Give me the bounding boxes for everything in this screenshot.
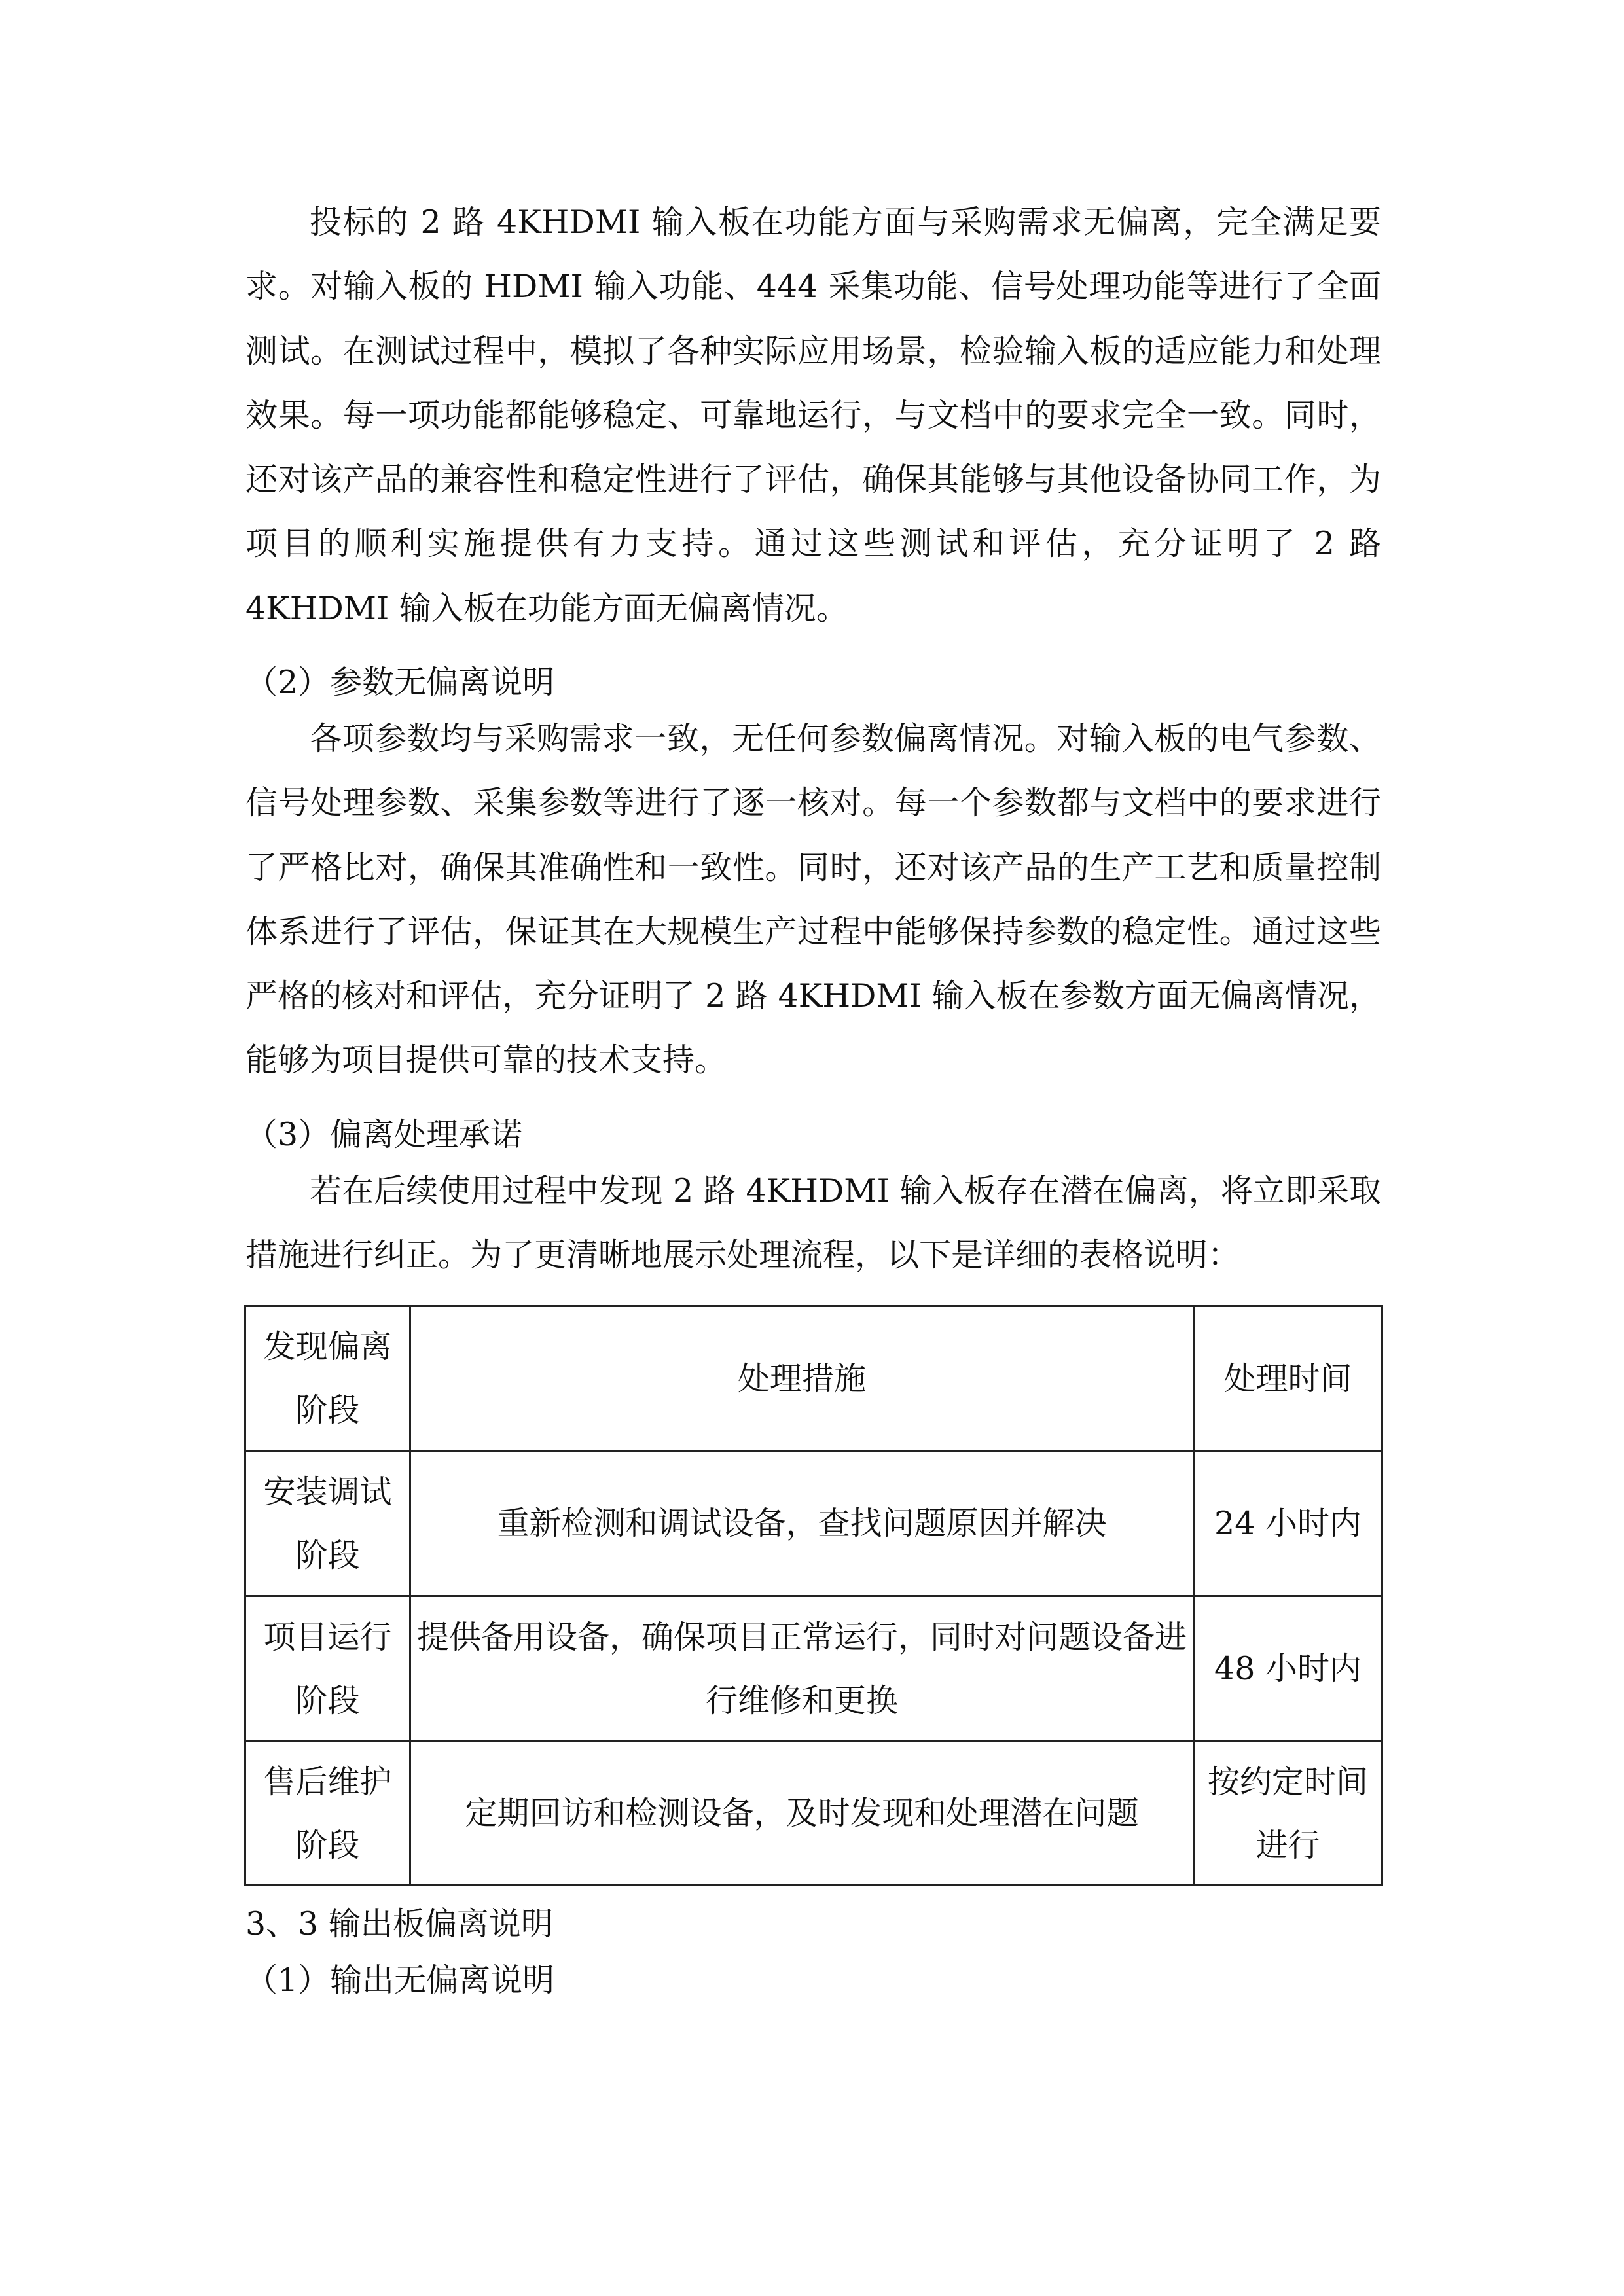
table-row	[245, 1451, 1382, 1596]
table-row	[245, 1596, 1382, 1742]
table-header-cell: 处理措施	[410, 1306, 1194, 1451]
table-cell-stage: 安装调试阶段	[245, 1451, 410, 1596]
table-cell-time: 24 小时内	[1194, 1451, 1382, 1596]
table-cell-measure: 定期回访和检测设备，及时发现和处理潜在问题	[410, 1742, 1194, 1886]
table-row	[245, 1742, 1382, 1886]
table-header-cell: 处理时间	[1194, 1306, 1382, 1451]
heading-parameter-no-deviation: （2）参数无偏离说明	[245, 664, 555, 701]
paragraph-deviation-commitment: 若在后续使用过程中发现 2 路 4KHDMI 输入板存在潜在偏离，将立即采取措施进行纠正。为了更清晰地展示处理流程，以下是详细的表格说明：	[245, 1172, 1381, 1274]
table-cell-stage: 项目运行阶段	[245, 1596, 410, 1742]
heading-output-no-deviation: （1）输出无偏离说明	[245, 1962, 555, 1999]
table-cell-measure: 重新检测和调试设备，查找问题原因并解决	[410, 1451, 1194, 1596]
table-cell-measure: 提供备用设备，确保项目正常运行，同时对问题设备进行维修和更换	[410, 1596, 1194, 1742]
table-cell-time: 按约定时间进行	[1194, 1742, 1382, 1886]
table-header-row	[245, 1306, 1382, 1451]
table-cell-time: 48 小时内	[1194, 1596, 1382, 1742]
heading-output-board-deviation: 3、3 输出板偏离说明	[245, 1905, 553, 1943]
deviation-handling-table	[244, 1305, 1383, 1886]
table-header-cell: 发现偏离阶段	[245, 1306, 410, 1451]
paragraph-parameter-no-deviation: 各项参数均与采购需求一致，无任何参数偏离情况。对输入板的电气参数、信号处理参数、采集参数等进行了逐一核对。每一个参数都与文档中的要求进行了严格比对，确保其准确性和一致性。同时，还对该产品的生产工艺和质量控制体系进行了评估，保证其在大规模生产过程中能够保持参数的稳定性。通过这些严格的核对和评估，充分证明了 2 路 4KHDMI 输入板在参数方面无偏离情况，能够为项目提供可靠的技术支持。	[245, 720, 1381, 1079]
heading-deviation-commitment: （3）偏离处理承诺	[245, 1116, 523, 1153]
paragraph-function-no-deviation: 投标的 2 路 4KHDMI 输入板在功能方面与采购需求无偏离，完全满足要求。对输入板的 HDMI 输入功能、444 采集功能、信号处理功能等进行了全面测试。在测试过程中，模拟了各种实际应用场景，检验输入板的适应能力和处理效果。每一项功能都能够稳定、可靠地运行，与文档中的要求完全一致。同时，还对该产品的兼容性和稳定性进行了评估，确保其能够与其他设备协同工作，为项目的顺利实施提供有力支持。通过这些测试和评估，充分证明了 2 路 4KHDMI 输入板在功能方面无偏离情况。	[245, 204, 1381, 627]
table-cell-stage: 售后维护阶段	[245, 1742, 410, 1886]
